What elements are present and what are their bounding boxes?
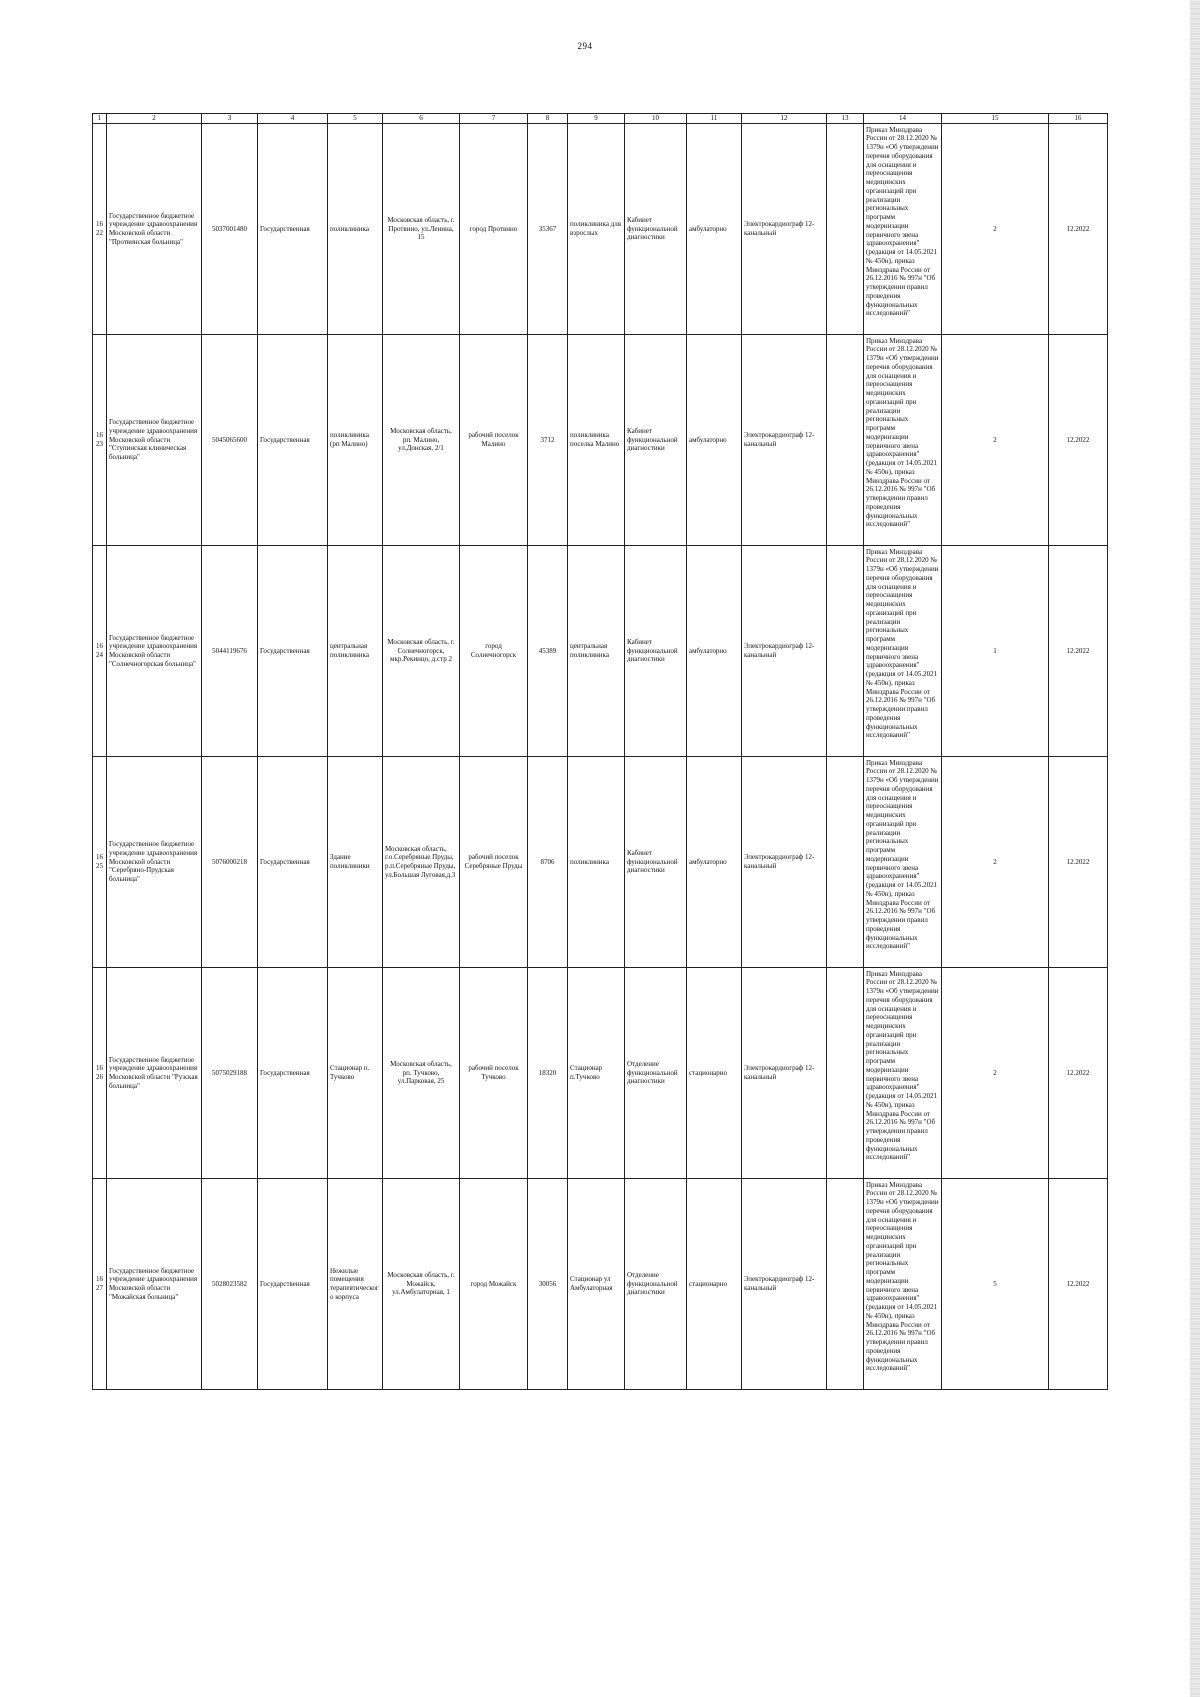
column-number-header: 14 [864, 114, 942, 124]
delivery-date: 12.2022 [1049, 757, 1108, 968]
row-number: 1624 [93, 546, 107, 757]
department: Кабинет функциональной диагностики [625, 124, 687, 335]
scan-edge-artifact [1190, 0, 1200, 1697]
legal-basis-text: Приказ Минздрава России от 28.12.2020 № 1379н «Об утверждении перечня оборудования для оснащения и переоснащения медицинских организаций при реализации региональных программ модернизации первичного звена здравоохранения"(редакция от 14.05.2021 № 450н), приказ Минздрава России от 26.12.2016 № 997н "Об утверждении правил проведения функциональных исследований" [866, 969, 939, 1162]
equipment-registry-table [92, 113, 1108, 1390]
legal-basis-text: Приказ Минздрава России от 28.12.2020 № 1379н «Об утверждении перечня оборудования для оснащения и переоснащения медицинских организаций при реализации региональных программ модернизации первичного звена здравоохранения"(редакция от 14.05.2021 № 450н), приказ Минздрава России от 26.12.2016 № 997н "Об утверждении правил проведения функциональных исследований" [866, 336, 939, 529]
quantity: 5 [942, 1179, 1049, 1390]
organization-name: Государственное бюджетное учреждение здравоохранения Московской области "Протвинская больница" [107, 124, 202, 335]
department: Кабинет функциональной диагностики [625, 546, 687, 757]
equipment-name: Электрокардиограф 12-канальный [742, 546, 827, 757]
inn-code: 5045065600 [202, 335, 258, 546]
building-name: центральная поликлиника [328, 546, 383, 757]
column-number-header: 12 [742, 114, 827, 124]
legal-basis-text: Приказ Минздрава России от 28.12.2020 № 1379н «Об утверждении перечня оборудования для оснащения и переоснащения медицинских организаций при реализации региональных программ модернизации первичного звена здравоохранения"(редакция от 14.05.2021 № 450н), приказ Минздрава России от 26.12.2016 № 997н "Об утверждении правил проведения функциональных исследований" [866, 758, 939, 951]
column-number-row [93, 114, 1108, 124]
equipment-name: Электрокардиограф 12-канальный [742, 968, 827, 1179]
building-name: поликлиника (рп Малино) [328, 335, 383, 546]
table-row [93, 335, 1108, 546]
row-number: 1625 [93, 757, 107, 968]
column-number-header: 16 [1049, 114, 1108, 124]
ownership-form: Государственная [258, 1179, 328, 1390]
population: 35367 [528, 124, 568, 335]
care-conditions: амбулаторно [687, 124, 742, 335]
delivery-date: 12.2022 [1049, 124, 1108, 335]
row-number: 1626 [93, 968, 107, 1179]
legal-basis-text: Приказ Минздрава России от 28.12.2020 № 1379н «Об утверждении перечня оборудования для оснащения и переоснащения медицинских организаций при реализации региональных программ модернизации первичного звена здравоохранения"(редакция от 14.05.2021 № 450н), приказ Минздрава России от 26.12.2016 № 997н "Об утверждении правил проведения функциональных исследований" [866, 125, 939, 318]
structural-unit: поликлиника поселка Малино [568, 335, 625, 546]
settlement: рабочий поселок Тучково [460, 968, 528, 1179]
column-number-header: 9 [568, 114, 625, 124]
quantity: 1 [942, 546, 1049, 757]
care-conditions: амбулаторно [687, 335, 742, 546]
ownership-form: Государственная [258, 968, 328, 1179]
quantity: 2 [942, 968, 1049, 1179]
department: Кабинет функциональной диагностики [625, 757, 687, 968]
table-row [93, 968, 1108, 1179]
quantity: 2 [942, 757, 1049, 968]
population: 30056 [528, 1179, 568, 1390]
address: Московская область, г. Можайск, ул.Амбулаторная, 1 [383, 1179, 460, 1390]
care-conditions: амбулаторно [687, 757, 742, 968]
empty-cell [827, 968, 864, 1179]
column-number-header: 7 [460, 114, 528, 124]
column-number-header: 8 [528, 114, 568, 124]
inn-code: 5076000218 [202, 757, 258, 968]
empty-cell [827, 124, 864, 335]
delivery-date: 12.2022 [1049, 968, 1108, 1179]
delivery-date: 12.2022 [1049, 1179, 1108, 1390]
address: Московская область, г. Протвино, ул.Ленина, 15 [383, 124, 460, 335]
delivery-date: 12.2022 [1049, 335, 1108, 546]
inn-code: 5075029188 [202, 968, 258, 1179]
settlement: город Протвино [460, 124, 528, 335]
column-number-header: 10 [625, 114, 687, 124]
column-number-header: 11 [687, 114, 742, 124]
legal-basis-cell [864, 968, 942, 1179]
table-row [93, 1179, 1108, 1390]
care-conditions: стационарно [687, 1179, 742, 1390]
structural-unit: поликлиника для взрослых [568, 124, 625, 335]
organization-name: Государственное бюджетное учреждение здравоохранения Московской области "Можайская больница" [107, 1179, 202, 1390]
ownership-form: Государственная [258, 546, 328, 757]
table-row [93, 546, 1108, 757]
ownership-form: Государственная [258, 335, 328, 546]
delivery-date: 12.2022 [1049, 546, 1108, 757]
building-name: Нежилые помещения терапевтического корпуса [328, 1179, 383, 1390]
population: 18320 [528, 968, 568, 1179]
column-number-header: 15 [942, 114, 1049, 124]
address: Московская область, г.о.Серебряные Пруды, р.п.Серебряные Пруды, ул.Большая Луговая,д.3 [383, 757, 460, 968]
column-number-header: 2 [107, 114, 202, 124]
department: Отделение функциональной диагностики [625, 968, 687, 1179]
organization-name: Государственное бюджетное учреждение здравоохранения Московской области "Солнечногорская больница" [107, 546, 202, 757]
organization-name: Государственное бюджетное учреждение здравоохранения Московской области "Серебряно-Прудская больница" [107, 757, 202, 968]
building-name: поликлиника [328, 124, 383, 335]
column-number-header: 4 [258, 114, 328, 124]
column-number-header: 13 [827, 114, 864, 124]
row-number: 1627 [93, 1179, 107, 1390]
organization-name: Государственное бюджетное учреждение здравоохранения Московской области "Ступинская клиническая больница" [107, 335, 202, 546]
address: Московская область, г. Солнечногорск, мкр.Рекинцо, д.стр 2 [383, 546, 460, 757]
ownership-form: Государственная [258, 757, 328, 968]
empty-cell [827, 546, 864, 757]
department: Кабинет функциональной диагностики [625, 335, 687, 546]
row-number: 1622 [93, 124, 107, 335]
table-row [93, 124, 1108, 335]
page-number: 294 [577, 41, 593, 51]
legal-basis-cell [864, 1179, 942, 1390]
care-conditions: амбулаторно [687, 546, 742, 757]
empty-cell [827, 335, 864, 546]
legal-basis-cell [864, 124, 942, 335]
legal-basis-text: Приказ Минздрава России от 28.12.2020 № 1379н «Об утверждении перечня оборудования для оснащения и переоснащения медицинских организаций при реализации региональных программ модернизации первичного звена здравоохранения"(редакция от 14.05.2021 № 450н), приказ Минздрава России от 26.12.2016 № 997н "Об утверждении правил проведения функциональных исследований" [866, 1180, 939, 1373]
population: 45389 [528, 546, 568, 757]
equipment-name: Электрокардиограф 12-канальный [742, 757, 827, 968]
inn-code: 5037001480 [202, 124, 258, 335]
settlement: рабочий поселок Серебряные Пруды [460, 757, 528, 968]
inn-code: 5044119676 [202, 546, 258, 757]
settlement: город Солнечногорск [460, 546, 528, 757]
legal-basis-cell [864, 757, 942, 968]
quantity: 2 [942, 124, 1049, 335]
building-name: Здание поликлиники [328, 757, 383, 968]
structural-unit: Стационар ул Амбулаторная [568, 1179, 625, 1390]
empty-cell [827, 757, 864, 968]
address: Московская область, рп. Тучково, ул.Парковая, 25 [383, 968, 460, 1179]
table-row [93, 757, 1108, 968]
empty-cell [827, 1179, 864, 1390]
equipment-name: Электрокардиограф 12-канальный [742, 1179, 827, 1390]
equipment-name: Электрокардиограф 12-канальный [742, 124, 827, 335]
department: Отделение функциональной диагностики [625, 1179, 687, 1390]
address: Московская область, рп. Малино, ул.Донская, 2/1 [383, 335, 460, 546]
structural-unit: поликлиника [568, 757, 625, 968]
settlement: город Можайск [460, 1179, 528, 1390]
ownership-form: Государственная [258, 124, 328, 335]
column-number-header: 6 [383, 114, 460, 124]
equipment-name: Электрокардиограф 12-канальный [742, 335, 827, 546]
inn-code: 5028023582 [202, 1179, 258, 1390]
row-number: 1623 [93, 335, 107, 546]
population: 8706 [528, 757, 568, 968]
building-name: Стационар п. Тучково [328, 968, 383, 1179]
quantity: 2 [942, 335, 1049, 546]
population: 3712 [528, 335, 568, 546]
column-number-header: 3 [202, 114, 258, 124]
legal-basis-cell [864, 546, 942, 757]
structural-unit: Стационар п.Тучково [568, 968, 625, 1179]
column-number-header: 5 [328, 114, 383, 124]
settlement: рабочий поселок Малино [460, 335, 528, 546]
organization-name: Государственное бюджетное учреждение здравоохранения Московской области "Рузская больница" [107, 968, 202, 1179]
column-number-header: 1 [93, 114, 107, 124]
legal-basis-cell [864, 335, 942, 546]
care-conditions: стационарно [687, 968, 742, 1179]
structural-unit: центральная поликлиника [568, 546, 625, 757]
legal-basis-text: Приказ Минздрава России от 28.12.2020 № 1379н «Об утверждении перечня оборудования для оснащения и переоснащения медицинских организаций при реализации региональных программ модернизации первичного звена здравоохранения"(редакция от 14.05.2021 № 450н), приказ Минздрава России от 26.12.2016 № 997н "Об утверждении правил проведения функциональных исследований" [866, 547, 939, 740]
